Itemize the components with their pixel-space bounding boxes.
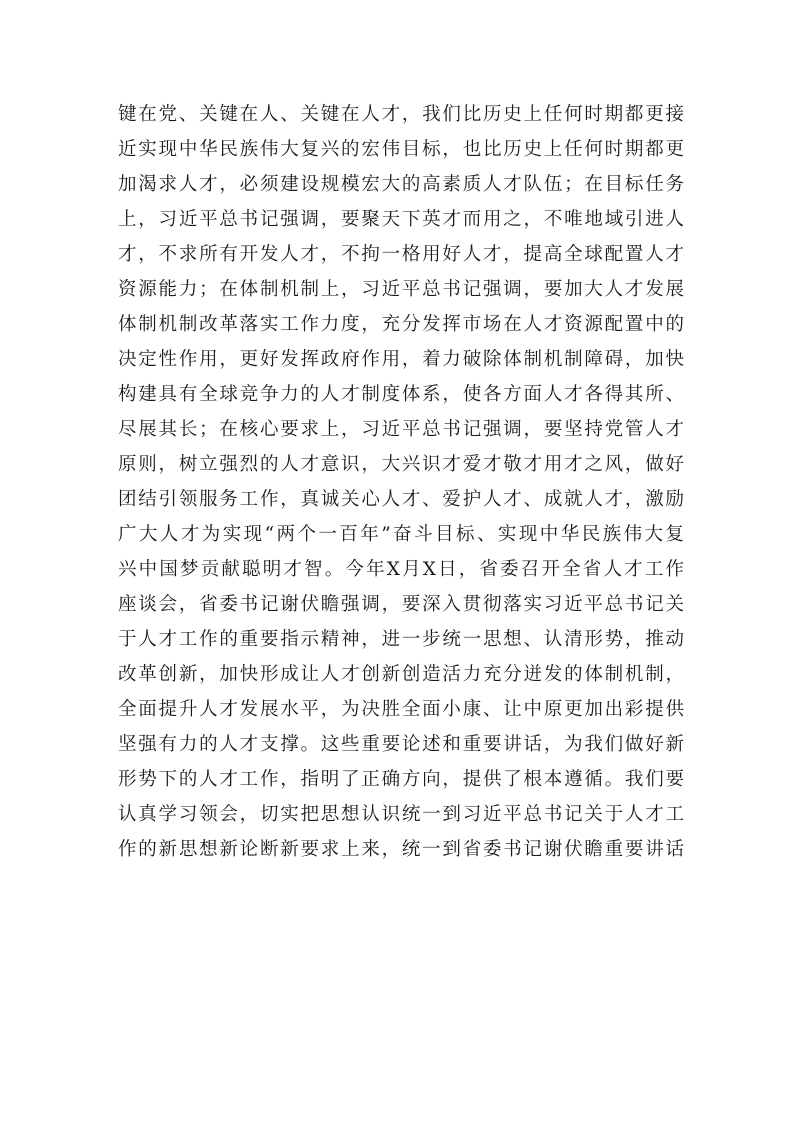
text-line: 资源能力；在体制机制上，习近平总书记强调，要加大人才发展 xyxy=(118,279,684,300)
text-line: 尽展其长；在核心要求上，习近平总书记强调，要坚持党管人才 xyxy=(118,419,684,440)
text-line: 近实现中华民族伟大复兴的宏伟目标，也比历史上任何时期都更 xyxy=(118,139,684,160)
text-line: 兴中国梦贡献聪明才智。今年X月X日，省委召开全省人才工作 xyxy=(118,559,684,580)
text-line: 座谈会，省委书记谢伏瞻强调，要深入贯彻落实习近平总书记关 xyxy=(118,594,684,615)
text-line: 广大人才为实现“两个一百年”奋斗目标、实现中华民族伟大复 xyxy=(118,524,684,545)
text-line: 坚强有力的人才支撑。这些重要论述和重要讲话，为我们做好新 xyxy=(118,734,684,755)
text-line: 于人才工作的重要指示精神，进一步统一思想、认清形势，推动 xyxy=(118,629,684,650)
text-line: 形势下的人才工作，指明了正确方向，提供了根本遵循。我们要 xyxy=(118,769,684,790)
text-line: 认真学习领会，切实把思想认识统一到习近平总书记关于人才工 xyxy=(118,804,684,825)
body-paragraph xyxy=(118,97,684,867)
text-line: 才，不求所有开发人才，不拘一格用好人才，提高全球配置人才 xyxy=(118,244,684,265)
text-line: 作的新思想新论断新要求上来，统一到省委书记谢伏瞻重要讲话 xyxy=(118,839,684,860)
text-line: 加渴求人才，必须建设规模宏大的高素质人才队伍；在目标任务 xyxy=(118,174,684,195)
text-line: 全面提升人才发展水平，为决胜全面小康、让中原更加出彩提供 xyxy=(118,699,684,720)
text-line: 键在党、关键在人、关键在人才，我们比历史上任何时期都更接 xyxy=(118,104,684,125)
text-line: 改革创新，加快形成让人才创新创造活力充分迸发的体制机制， xyxy=(118,664,684,685)
text-line: 原则，树立强烈的人才意识，大兴识才爱才敬才用才之风，做好 xyxy=(118,454,684,475)
text-line: 团结引领服务工作，真诚关心人才、爱护人才、成就人才，激励 xyxy=(118,489,684,510)
text-line: 体制机制改革落实工作力度，充分发挥市场在人才资源配置中的 xyxy=(118,314,684,335)
text-line: 决定性作用，更好发挥政府作用，着力破除体制机制障碍，加快 xyxy=(118,349,684,370)
text-line: 上，习近平总书记强调，要聚天下英才而用之，不唯地域引进人 xyxy=(118,209,684,230)
text-line: 构建具有全球竞争力的人才制度体系，使各方面人才各得其所、 xyxy=(118,384,684,405)
